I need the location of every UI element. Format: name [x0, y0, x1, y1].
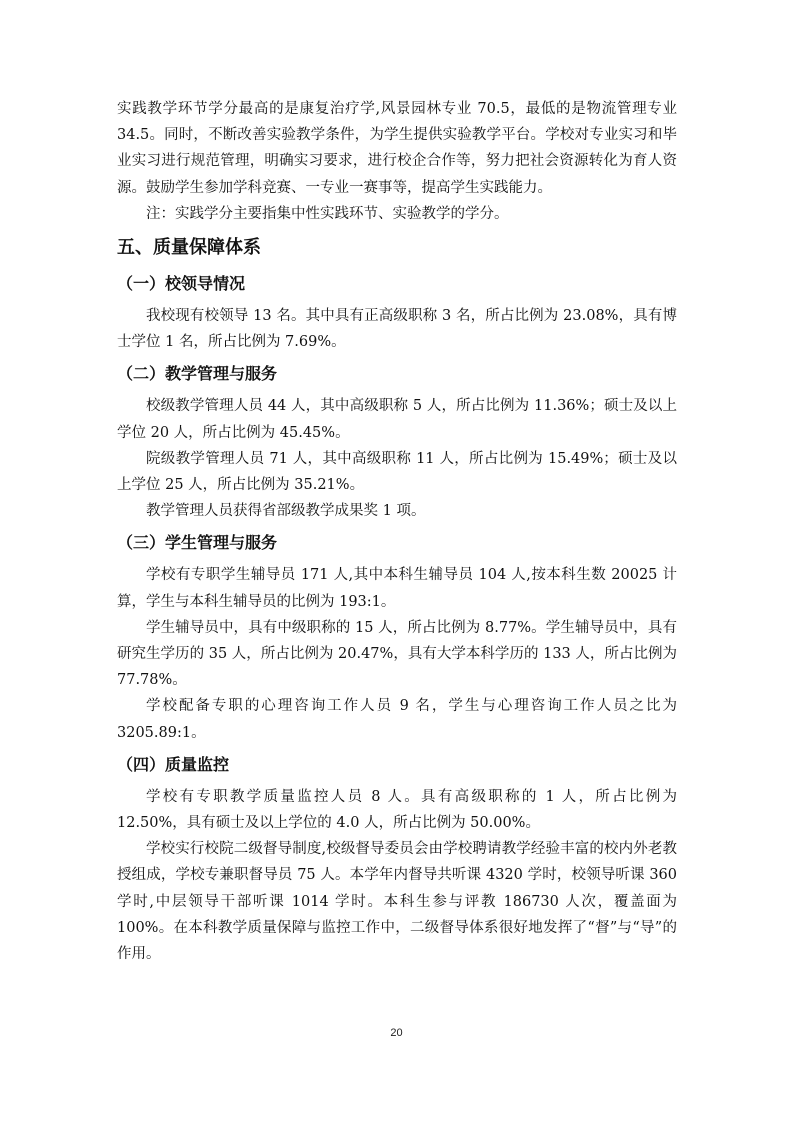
- body-paragraph: 学校实行校院二级督导制度,校级督导委员会由学校聘请教学经验丰富的校内外老教授组成，学校专兼职督导员 75 人。本学年内督导共听课 4320 学时，校领导听课 360 学时,中层领导干部听课 1014 学时。本科生参与评教 186730 人次，覆盖面为 100%。在本科教学质量保障与监控工作中，二级督导体系很好地发挥了“督”与“导”的作用。: [117, 841, 677, 963]
- page-content: [117, 96, 677, 967]
- subsection-heading-leadership: （一）校领导情况: [117, 274, 246, 294]
- subsection-heading-student-management: （三）学生管理与服务: [117, 533, 278, 553]
- body-paragraph: 学校配备专职的心理咨询工作人员 9 名，学生与心理咨询工作人员之比为 3205.89:1。: [117, 698, 677, 741]
- body-paragraph: 学校有专职学生辅导员 171 人,其中本科生辅导员 104 人,按本科生数 20025 计算，学生与本科生辅导员的比例为 193:1。: [117, 567, 677, 610]
- subsection-heading-teaching-management: （二）教学管理与服务: [117, 364, 278, 384]
- page-number: 20: [390, 1027, 403, 1039]
- section-heading-quality-assurance: 五、质量保障体系: [117, 237, 261, 259]
- body-paragraph: 教学管理人员获得省部级教学成果奖 1 项。: [146, 503, 426, 520]
- body-paragraph: 学生辅导员中，具有中级职称的 15 人，所占比例为 8.77%。学生辅导员中，具有研究生学历的 35 人，所占比例为 20.47%，具有大学本科学历的 133 人，所占比例为 77.78%。: [117, 619, 677, 689]
- body-paragraph: 我校现有校领导 13 名。其中具有正高级职称 3 名，所占比例为 23.08%，具有博士学位 1 名，所占比例为 7.69%。: [117, 308, 677, 351]
- body-paragraph: 校级教学管理人员 44 人，其中高级职称 5 人，所占比例为 11.36%；硕士及以上学位 20 人，所占比例为 45.45%。: [117, 398, 677, 441]
- body-paragraph: 实践教学环节学分最高的是康复治疗学,风景园林专业 70.5，最低的是物流管理专业 34.5。同时，不断改善实验教学条件，为学生提供实验教学平台。学校对专业实习和毕业实习进行规范管理，明确实习要求，进行校企合作等，努力把社会资源转化为育人资源。鼓励学生参加学科竞赛、一专业一赛事等，提高学生实践能力。: [117, 101, 677, 196]
- subsection-heading-quality-monitoring: （四）质量监控: [117, 754, 230, 774]
- body-paragraph: 院级教学管理人员 71 人，其中高级职称 11 人，所占比例为 15.49%；硕士及以上学位 25 人，所占比例为 35.21%。: [117, 450, 677, 494]
- body-paragraph: 学校有专职教学质量监控人员 8 人。具有高级职称的 1 人，所占比例为 12.50%，具有硕士及以上学位的 4.0 人，所占比例为 50.00%。: [117, 788, 677, 832]
- note-paragraph: 注：实践学分主要指集中性实践环节、实验教学的学分。: [146, 205, 509, 222]
